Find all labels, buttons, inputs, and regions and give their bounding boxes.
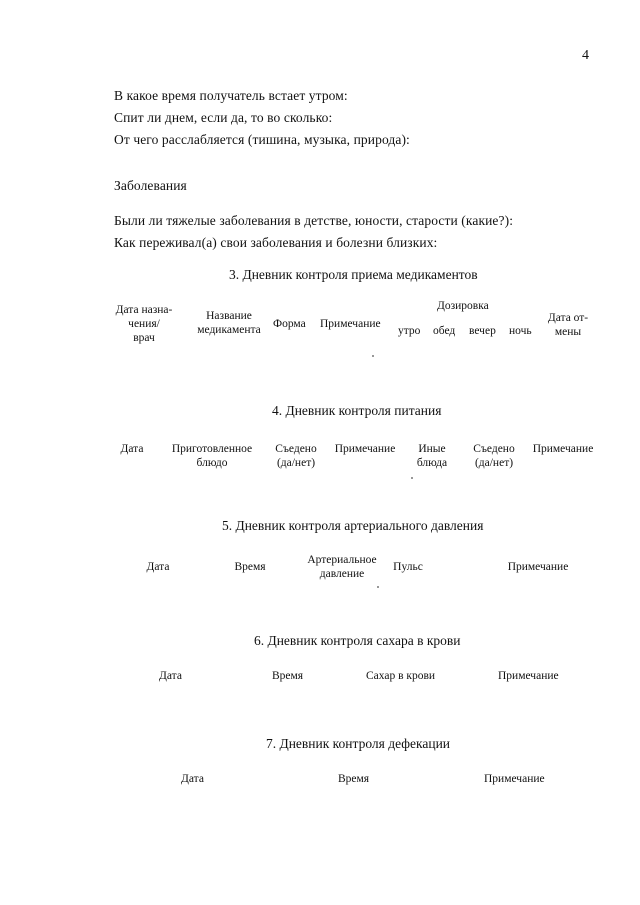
section-4-title: 4. Дневник контроля питания [272, 403, 442, 418]
section-7-title: 7. Дневник контроля дефекации [266, 736, 451, 751]
question-serious-illness: Были ли тяжелые заболевания в детстве, юности, старости (какие?): [114, 213, 514, 228]
s5-col-blood-pressure: Артериальное давление [307, 554, 377, 580]
s4-col-eaten-1: Съедено (да/нет) [275, 443, 317, 469]
s3-dosage-morning: утро [398, 325, 421, 337]
s5-col-pulse: Пульс [393, 561, 423, 573]
s4-col-eaten-2: Съедено (да/нет) [473, 443, 515, 469]
scan-speck [411, 477, 413, 479]
illness-heading: Заболевания [114, 178, 187, 193]
scan-speck [372, 355, 374, 357]
s7-col-date: Дата [181, 773, 204, 785]
s3-dosage-evening: вечер [469, 325, 496, 337]
s3-dosage-night: ночь [509, 325, 532, 337]
scan-speck [377, 586, 379, 588]
question-day-sleep: Спит ли днем, если да, то во сколько: [114, 110, 333, 125]
s6-col-date: Дата [159, 670, 182, 682]
s4-col-note-1: Примечание [334, 443, 396, 455]
s5-col-time: Время [234, 561, 266, 573]
s6-col-blood-sugar: Сахар в крови [366, 670, 436, 682]
page-number: 4 [582, 48, 589, 63]
s5-col-date: Дата [146, 561, 170, 573]
question-illness-coping: Как переживал(а) свои заболевания и болезни близких: [114, 235, 438, 250]
s6-col-note: Примечание [498, 670, 559, 682]
s5-col-note: Примечание [507, 561, 569, 573]
section-6-title: 6. Дневник контроля сахара в крови [254, 633, 461, 648]
s4-col-other-dishes: Иные блюда [416, 443, 448, 469]
s4-col-note-2: Примечание [532, 443, 594, 455]
section-3-title: 3. Дневник контроля приема медикаментов [229, 267, 478, 282]
question-wake-time: В какое время получатель встает утром: [114, 88, 348, 103]
s3-col-note: Примечание [320, 318, 381, 330]
s4-col-prepared-dish: Приготовленное блюдо [171, 443, 253, 469]
section-5-title: 5. Дневник контроля артериального давления [222, 518, 484, 533]
s3-col-date: Дата назна- чения/ врач [115, 304, 173, 344]
s6-col-time: Время [272, 670, 304, 682]
question-relaxation: От чего расслабляется (тишина, музыка, природа): [114, 132, 410, 147]
s3-dosage-label: Дозировка [437, 300, 489, 312]
s4-col-date: Дата [120, 443, 144, 455]
s7-col-note: Примечание [484, 773, 545, 785]
s3-dosage-noon: обед [433, 325, 456, 337]
s7-col-time: Время [338, 773, 370, 785]
s3-col-name: Название медикамента [197, 310, 261, 336]
s3-col-cancel: Дата от- мены [547, 312, 589, 338]
s3-col-form: Форма [273, 318, 306, 330]
